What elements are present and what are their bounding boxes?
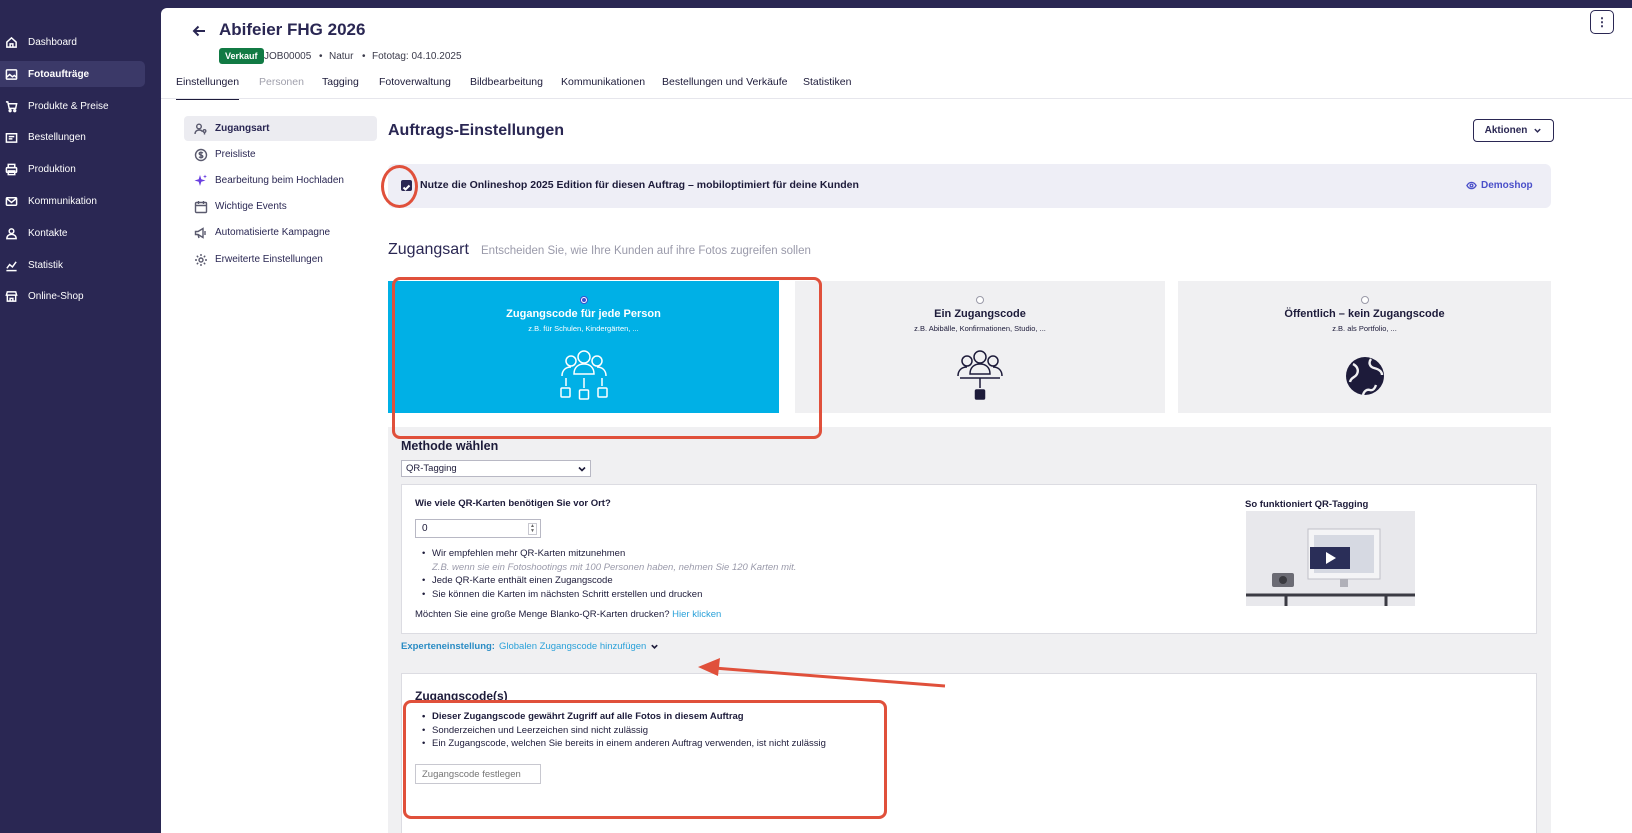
sidebar-item-produktion[interactable] bbox=[0, 156, 145, 182]
access-code-input[interactable] bbox=[415, 764, 541, 784]
expert-setting-toggle[interactable] bbox=[401, 641, 659, 652]
sidebar-item-label: Kommunikation bbox=[28, 195, 97, 207]
stepper-icon[interactable]: ▲ ▼ bbox=[528, 523, 537, 535]
sidebar-item-label: Bestellungen bbox=[28, 131, 86, 143]
photo-day: Fototag: 04.10.2025 bbox=[372, 51, 462, 62]
tab-tagging[interactable]: Tagging bbox=[322, 76, 359, 88]
card-subtitle: z.B. Abibälle, Konfirmationen, Studio, ... bbox=[914, 324, 1046, 333]
settings-item-bearbeitung[interactable] bbox=[184, 168, 377, 193]
method-title: Methode wählen bbox=[401, 439, 499, 453]
sidebar-item-label: Kontakte bbox=[28, 227, 68, 239]
group-single-lock-icon bbox=[948, 346, 1012, 402]
list-item: • Sie können die Karten im nächsten Schritt erstellen und drucken bbox=[415, 588, 796, 602]
sidebar-item-label: Statistik bbox=[28, 259, 64, 271]
access-code-box bbox=[401, 673, 1537, 833]
access-code-title: Zugangscode(s) bbox=[415, 689, 508, 703]
home-icon bbox=[5, 36, 18, 49]
method-select-value: QR-Tagging bbox=[406, 463, 457, 474]
main-panel bbox=[161, 8, 1632, 833]
sidebar-item-label: Produkte & Preise bbox=[28, 100, 109, 112]
sparkle-icon bbox=[194, 174, 208, 188]
access-section-title: Zugangsart bbox=[388, 241, 469, 258]
kebab-icon: ⋮ bbox=[1596, 15, 1608, 29]
list-item: • Wir empfehlen mehr QR-Karten mitzunehmen bbox=[415, 547, 796, 561]
sidebar-item-kontakte[interactable] bbox=[0, 220, 145, 246]
demoshop-link[interactable] bbox=[1466, 180, 1533, 191]
job-category: Natur bbox=[329, 51, 354, 62]
sidebar-item-label: Online-Shop bbox=[28, 290, 84, 302]
settings-item-label: Erweiterte Einstellungen bbox=[215, 254, 323, 265]
tab-personen[interactable]: Personen bbox=[259, 76, 304, 88]
sidebar-item-label: Dashboard bbox=[28, 36, 77, 48]
orders-icon bbox=[5, 131, 18, 144]
qr-howto-video[interactable] bbox=[1246, 511, 1415, 606]
sidebar-item-dashboard[interactable] bbox=[0, 29, 145, 55]
sidebar-item-label: Produktion bbox=[28, 163, 76, 175]
meta-separator: • bbox=[362, 51, 366, 62]
store-icon bbox=[5, 290, 18, 303]
section-title: Auftrags-Einstellungen bbox=[388, 122, 565, 139]
video-thumbnail-icon bbox=[1246, 511, 1415, 606]
settings-item-preisliste[interactable] bbox=[184, 142, 377, 167]
sidebar bbox=[0, 0, 161, 833]
status-badge: Verkauf bbox=[219, 48, 264, 64]
actions-button[interactable] bbox=[1473, 119, 1554, 142]
list-item: • Sonderzeichen und Leerzeichen sind nicht zulässig bbox=[415, 724, 826, 738]
check-icon bbox=[401, 182, 412, 193]
mail-icon bbox=[5, 195, 18, 208]
tab-statistiken[interactable]: Statistiken bbox=[803, 76, 852, 88]
access-card-public[interactable] bbox=[1178, 281, 1551, 413]
card-subtitle: z.B. als Portfolio, ... bbox=[1332, 324, 1397, 333]
cart-icon bbox=[5, 100, 18, 113]
access-card-per-person[interactable] bbox=[388, 281, 779, 413]
settings-item-events[interactable] bbox=[184, 194, 377, 219]
printer-icon bbox=[5, 163, 18, 176]
sidebar-item-statistik[interactable] bbox=[0, 252, 145, 278]
settings-item-label: Wichtige Events bbox=[215, 201, 287, 212]
tab-bar bbox=[176, 76, 1632, 100]
list-item: • Ein Zugangscode, welchen Sie bereits in einem anderen Auftrag verwenden, ist nicht zulässig bbox=[415, 737, 826, 751]
megaphone-icon bbox=[194, 226, 208, 240]
card-title: Öffentlich – kein Zugangscode bbox=[1284, 308, 1445, 320]
user-icon bbox=[5, 227, 18, 240]
image-icon bbox=[5, 68, 18, 81]
tab-einstellungen[interactable]: Einstellungen bbox=[176, 76, 239, 100]
settings-item-label: Bearbeitung beim Hochladen bbox=[215, 175, 344, 186]
shop-edition-checkbox[interactable] bbox=[401, 180, 412, 191]
chevron-down-icon bbox=[578, 465, 586, 473]
eye-icon bbox=[1466, 180, 1477, 191]
radio-per-person[interactable] bbox=[580, 296, 588, 304]
gear-icon bbox=[194, 253, 208, 267]
sidebar-item-label: Fotoaufträge bbox=[28, 68, 90, 80]
chevron-down-icon bbox=[1533, 126, 1542, 135]
shop-edition-label: Nutze die Onlineshop 2025 Edition für diesen Auftrag – mobiloptimiert für deine Kunden bbox=[420, 179, 859, 191]
user-key-icon bbox=[194, 122, 208, 136]
settings-item-label: Automatisierte Kampagne bbox=[215, 227, 331, 238]
more-menu-button[interactable] bbox=[1590, 10, 1614, 34]
tab-fotoverwaltung[interactable]: Fotoverwaltung bbox=[379, 76, 451, 88]
settings-item-kampagne[interactable] bbox=[184, 220, 377, 245]
meta-separator: • bbox=[319, 51, 323, 62]
chart-icon bbox=[5, 259, 18, 272]
qr-count-value: 0 bbox=[422, 523, 428, 534]
page-title: Abifeier FHG 2026 bbox=[219, 20, 366, 39]
tabs-divider bbox=[161, 98, 1632, 99]
qr-hint: Z.B. wenn sie ein Fotoshootings mit 100 Personen haben, nehmen Sie 120 Karten mit. bbox=[432, 561, 797, 573]
expert-link: Globalen Zugangscode hinzufügen bbox=[498, 641, 647, 652]
access-code-rules bbox=[415, 710, 826, 751]
settings-item-label: Zugangsart bbox=[215, 123, 270, 134]
sidebar-item-kommunikation[interactable] bbox=[0, 188, 145, 214]
qr-bullets bbox=[415, 547, 796, 601]
settings-item-erweitert[interactable] bbox=[184, 247, 377, 272]
blank-cards-question bbox=[415, 609, 721, 620]
sidebar-item-fotoauftraege[interactable] bbox=[0, 61, 145, 87]
tab-bildbearbeitung[interactable]: Bildbearbeitung bbox=[470, 76, 543, 88]
group-locks-icon bbox=[552, 346, 616, 402]
method-select[interactable] bbox=[401, 460, 591, 477]
sidebar-item-produkte[interactable] bbox=[0, 93, 145, 119]
chevron-down-icon bbox=[650, 642, 659, 651]
dollar-icon bbox=[194, 148, 208, 162]
qr-count-input[interactable] bbox=[415, 519, 541, 538]
radio-public[interactable] bbox=[1361, 296, 1369, 304]
card-title: Ein Zugangscode bbox=[934, 308, 1026, 320]
radio-single-code[interactable] bbox=[976, 296, 984, 304]
list-item: • Jede QR-Karte enthält einen Zugangscode bbox=[415, 574, 796, 588]
qr-howto-title: So funktioniert QR-Tagging bbox=[1245, 499, 1369, 510]
tab-kommunikationen[interactable]: Kommunikationen bbox=[561, 76, 646, 88]
access-section-subtitle: Entscheiden Sie, wie Ihre Kunden auf ihre Fotos zugreifen sollen bbox=[481, 245, 811, 257]
qr-question: Wie viele QR-Karten benötigen Sie vor Ort? bbox=[415, 498, 611, 509]
settings-item-zugangsart[interactable] bbox=[184, 116, 377, 141]
globe-icon bbox=[1333, 346, 1397, 402]
list-item: • Dieser Zugangscode gewährt Zugriff auf alle Fotos in diesem Auftrag bbox=[415, 710, 826, 724]
card-title: Zugangscode für jede Person bbox=[506, 308, 661, 320]
calendar-icon bbox=[194, 200, 208, 214]
demoshop-label: Demoshop bbox=[1481, 180, 1533, 191]
settings-item-label: Preisliste bbox=[215, 149, 256, 160]
expert-label: Experteneinstellung: bbox=[401, 641, 495, 652]
tab-bestellungen-verkaeufe[interactable]: Bestellungen und Verkäufe bbox=[662, 76, 788, 88]
blank-cards-link[interactable]: Hier klicken bbox=[672, 609, 722, 620]
sidebar-item-bestellungen[interactable] bbox=[0, 124, 145, 150]
access-card-single-code[interactable] bbox=[795, 281, 1165, 413]
blank-cards-text: Möchten Sie eine große Menge Blanko-QR-Karten drucken? bbox=[415, 609, 670, 620]
actions-label: Aktionen bbox=[1484, 125, 1528, 136]
sidebar-item-online-shop[interactable] bbox=[0, 283, 145, 309]
back-arrow-icon[interactable] bbox=[191, 23, 207, 39]
card-subtitle: z.B. für Schulen, Kindergärten, ... bbox=[528, 324, 639, 333]
job-id: JOB00005 bbox=[264, 51, 312, 62]
